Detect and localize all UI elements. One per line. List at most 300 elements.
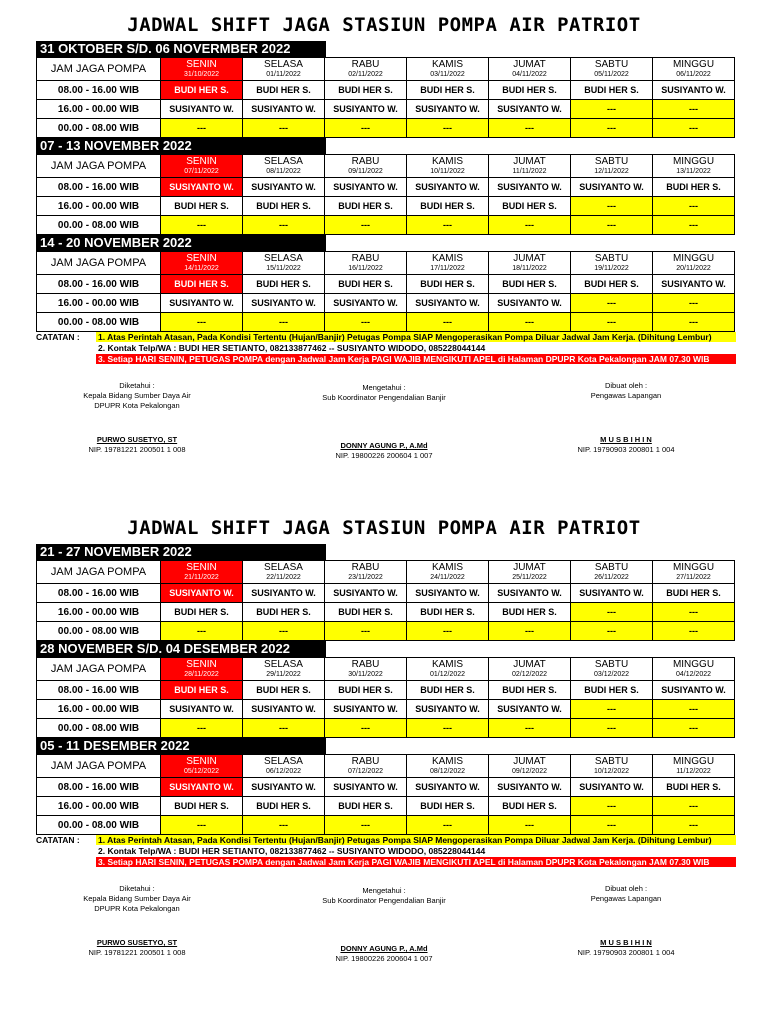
day-header [571, 561, 653, 584]
signature-space [284, 916, 484, 944]
shift-time: 08.00 - 16.00 WIB [37, 584, 161, 603]
day-date: 10/11/2022 [430, 168, 465, 175]
shift-cell: --- [653, 719, 735, 738]
shift-cell: --- [161, 816, 243, 835]
shift-cell: SUSIYANTO W. [571, 178, 653, 197]
day-header [489, 561, 571, 584]
shift-cell: SUSIYANTO W. [243, 584, 325, 603]
signature-position-2 [284, 403, 484, 413]
day-header [243, 58, 325, 81]
signature-position: Pengawas Lapangan [590, 894, 662, 903]
day-name: SENIN [186, 253, 217, 264]
shift-cell: BUDI HER S. [325, 681, 407, 700]
shift-time: 00.00 - 08.00 WIB [37, 719, 161, 738]
shift-cell: --- [653, 622, 735, 641]
signatory-name: PURWO SUSETYO, ST [96, 938, 178, 947]
signatory-nip: NIP. 19800226 200604 1 007 [335, 954, 433, 963]
day-name: SENIN [186, 756, 217, 767]
shift-cell: SUSIYANTO W. [325, 584, 407, 603]
week-label: 14 - 20 NOVEMBER 2022 [36, 235, 326, 251]
shift-cell: SUSIYANTO W. [489, 584, 571, 603]
notes-section [36, 332, 736, 366]
day-header [653, 561, 735, 584]
day-name: MINGGU [672, 59, 715, 70]
day-name: SENIN [186, 562, 217, 573]
shift-cell: SUSIYANTO W. [653, 81, 735, 100]
day-header [571, 252, 653, 275]
shift-cell: BUDI HER S. [161, 81, 243, 100]
shift-cell: --- [571, 816, 653, 835]
shift-cell: BUDI HER S. [407, 275, 489, 294]
schedule-page [0, 517, 768, 1017]
shift-cell: BUDI HER S. [243, 797, 325, 816]
table-header-row [37, 155, 735, 178]
shift-cell: SUSIYANTO W. [161, 584, 243, 603]
day-header [489, 252, 571, 275]
day-header [653, 755, 735, 778]
day-name: MINGGU [672, 253, 715, 264]
day-header [325, 561, 407, 584]
day-name: JUMAT [513, 562, 546, 573]
shift-cell: --- [571, 216, 653, 235]
shift-cell: SUSIYANTO W. [161, 294, 243, 313]
signatory-name: DONNY AGUNG P., A.Md [340, 441, 428, 450]
day-name: SENIN [186, 59, 217, 70]
day-date: 09/11/2022 [348, 168, 383, 175]
notes-label: CATATAN : [36, 332, 80, 342]
day-header [243, 155, 325, 178]
day-date: 22/11/2022 [266, 574, 301, 581]
header-label: JAM JAGA POMPA [37, 561, 161, 584]
shift-cell: --- [489, 622, 571, 641]
day-header [489, 755, 571, 778]
signatory-name: PURWO SUSETYO, ST [96, 435, 178, 444]
day-header [325, 658, 407, 681]
table-header-row [37, 561, 735, 584]
day-date: 07/12/2022 [347, 768, 384, 775]
shift-cell: SUSIYANTO W. [489, 778, 571, 797]
day-date: 11/11/2022 [512, 168, 547, 175]
shift-cell: BUDI HER S. [325, 797, 407, 816]
shift-cell: BUDI HER S. [489, 197, 571, 216]
shift-time: 16.00 - 00.00 WIB [37, 100, 161, 119]
signature-block [37, 884, 237, 958]
shift-cell: BUDI HER S. [407, 81, 489, 100]
shift-cell: --- [489, 313, 571, 332]
shift-cell: BUDI HER S. [489, 275, 571, 294]
day-header [243, 252, 325, 275]
shift-cell: --- [325, 719, 407, 738]
day-date: 08/11/2022 [266, 168, 301, 175]
day-date: 08/12/2022 [429, 768, 466, 775]
signature-role: Diketahui : [119, 381, 155, 390]
day-name: JUMAT [513, 756, 546, 767]
week-label: 07 - 13 NOVEMBER 2022 [36, 138, 326, 154]
shift-cell: --- [489, 216, 571, 235]
day-date: 28/11/2022 [184, 671, 219, 678]
day-date: 16/11/2022 [348, 265, 383, 272]
notes-label: CATATAN : [36, 835, 80, 845]
shift-cell: --- [571, 797, 653, 816]
shift-time: 16.00 - 00.00 WIB [37, 797, 161, 816]
note-3: 3. Setiap HARI SENIN, PETUGAS POMPA dengan Jadwal Jam Kerja PAGI WAJIB MENGIKUTI APEL di Halaman DPUPR Kota Pekalongan JAM 07.30 WIB [96, 354, 736, 364]
week-block [36, 138, 734, 234]
shift-cell: --- [653, 294, 735, 313]
shift-cell: --- [407, 216, 489, 235]
shift-cell: --- [653, 216, 735, 235]
shift-cell: SUSIYANTO W. [243, 178, 325, 197]
day-date: 06/11/2022 [676, 71, 711, 78]
signatory-nip: NIP. 19790903 200801 1 004 [577, 445, 675, 454]
day-name: RABU [351, 659, 380, 670]
signature-block [284, 383, 484, 461]
week-block [36, 738, 734, 834]
signature-position-2: DPUPR Kota Pekalongan [94, 401, 180, 410]
shift-cell: BUDI HER S. [407, 797, 489, 816]
shift-cell: --- [407, 816, 489, 835]
week-block [36, 544, 734, 640]
shift-cell: SUSIYANTO W. [325, 778, 407, 797]
day-header [407, 561, 489, 584]
shift-cell: SUSIYANTO W. [407, 100, 489, 119]
day-date: 24/11/2022 [430, 574, 465, 581]
shift-cell: --- [407, 719, 489, 738]
day-date: 14/11/2022 [184, 265, 219, 272]
shift-cell: --- [161, 119, 243, 138]
page-title: JADWAL SHIFT JAGA STASIUN POMPA AIR PATRIOT [127, 517, 641, 539]
shift-cell: --- [325, 816, 407, 835]
table-header-row [37, 658, 735, 681]
day-date: 04/12/2022 [675, 671, 712, 678]
shift-cell: --- [653, 197, 735, 216]
day-name: SABTU [594, 756, 629, 767]
shift-time: 16.00 - 00.00 WIB [37, 603, 161, 622]
shift-cell: BUDI HER S. [489, 603, 571, 622]
day-date: 02/12/2022 [511, 671, 548, 678]
shift-cell: --- [325, 119, 407, 138]
shift-time: 16.00 - 00.00 WIB [37, 294, 161, 313]
signatory-name: M U S B I H I N [600, 435, 652, 444]
shift-cell: --- [325, 313, 407, 332]
schedule-table [36, 154, 735, 235]
shift-cell: SUSIYANTO W. [243, 700, 325, 719]
shift-cell: --- [161, 216, 243, 235]
day-date: 05/11/2022 [594, 71, 629, 78]
shift-cell: --- [243, 313, 325, 332]
table-row [37, 603, 735, 622]
shift-cell: SUSIYANTO W. [489, 700, 571, 719]
shift-cell: BUDI HER S. [325, 603, 407, 622]
table-header-row [37, 252, 735, 275]
shift-cell: --- [243, 622, 325, 641]
table-row [37, 197, 735, 216]
shift-cell: BUDI HER S. [407, 681, 489, 700]
shift-cell: BUDI HER S. [243, 681, 325, 700]
note-2: 2. Kontak Telp/WA : BUDI HER SETIANTO, 082133877462 -- SUSIYANTO WIDODO, 085228044144 [98, 343, 486, 353]
shift-cell: BUDI HER S. [161, 681, 243, 700]
table-row [37, 294, 735, 313]
shift-cell: BUDI HER S. [161, 275, 243, 294]
shift-cell: SUSIYANTO W. [489, 100, 571, 119]
shift-cell: --- [407, 622, 489, 641]
table-row [37, 797, 735, 816]
day-header [407, 658, 489, 681]
day-date: 13/11/2022 [676, 168, 711, 175]
day-name: SELASA [264, 756, 303, 767]
day-header [407, 755, 489, 778]
table-row [37, 81, 735, 100]
day-name: RABU [351, 59, 380, 70]
shift-time: 08.00 - 16.00 WIB [37, 178, 161, 197]
day-name: RABU [351, 156, 380, 167]
shift-cell: SUSIYANTO W. [161, 100, 243, 119]
shift-cell: --- [571, 119, 653, 138]
table-row [37, 178, 735, 197]
signature-position: Sub Koordinator Pengendalian Banjir [322, 896, 446, 905]
day-header [325, 58, 407, 81]
table-row [37, 119, 735, 138]
shift-cell: BUDI HER S. [325, 275, 407, 294]
note-1: 1. Atas Perintah Atasan, Pada Kondisi Tertentu (Hujan/Banjir) Petugas Pompa SIAP Mengoperasikan Pompa Diluar Jadwal Jam Kerja. (Dihitung Lembur) [96, 332, 736, 342]
day-date: 03/12/2022 [593, 671, 630, 678]
signature-position: Kepala Bidang Sumber Daya Air [83, 391, 191, 400]
day-header [161, 561, 243, 584]
shift-cell: BUDI HER S. [407, 603, 489, 622]
day-header [243, 561, 325, 584]
shift-cell: BUDI HER S. [161, 797, 243, 816]
signature-position: Pengawas Lapangan [590, 391, 662, 400]
shift-cell: --- [571, 197, 653, 216]
day-name: JUMAT [513, 59, 546, 70]
shift-time: 00.00 - 08.00 WIB [37, 119, 161, 138]
shift-cell: SUSIYANTO W. [571, 778, 653, 797]
day-date: 23/11/2022 [348, 574, 383, 581]
day-header [653, 658, 735, 681]
week-block [36, 235, 734, 331]
shift-cell: SUSIYANTO W. [407, 778, 489, 797]
day-name: RABU [351, 253, 380, 264]
signature-role: Dibuat oleh : [604, 381, 648, 390]
signatory-name: DONNY AGUNG P., A.Md [340, 944, 428, 953]
schedule-page [0, 14, 768, 514]
week-block [36, 41, 734, 137]
day-date: 21/11/2022 [184, 574, 219, 581]
day-date: 10/12/2022 [593, 768, 630, 775]
day-date: 15/11/2022 [266, 265, 301, 272]
shift-cell: --- [653, 797, 735, 816]
shift-time: 08.00 - 16.00 WIB [37, 275, 161, 294]
day-date: 02/11/2022 [348, 71, 383, 78]
day-header [407, 58, 489, 81]
day-name: JUMAT [513, 659, 546, 670]
signature-block [37, 381, 237, 455]
day-date: 17/11/2022 [430, 265, 465, 272]
shift-cell: BUDI HER S. [161, 603, 243, 622]
shift-cell: SUSIYANTO W. [325, 700, 407, 719]
shift-cell: BUDI HER S. [489, 681, 571, 700]
day-date: 05/12/2022 [183, 768, 220, 775]
shift-cell: BUDI HER S. [243, 275, 325, 294]
shift-cell: --- [243, 216, 325, 235]
shift-cell: --- [489, 816, 571, 835]
signature-role: Mengetahui : [362, 383, 406, 392]
table-row [37, 816, 735, 835]
day-name: JUMAT [513, 156, 546, 167]
shift-time: 00.00 - 08.00 WIB [37, 816, 161, 835]
day-date: 20/11/2022 [676, 265, 711, 272]
day-header [571, 155, 653, 178]
signature-position-2: DPUPR Kota Pekalongan [94, 904, 180, 913]
day-header [161, 658, 243, 681]
header-label: JAM JAGA POMPA [37, 755, 161, 778]
shift-cell: SUSIYANTO W. [325, 294, 407, 313]
shift-cell: BUDI HER S. [243, 81, 325, 100]
shift-cell: BUDI HER S. [571, 81, 653, 100]
schedule-table [36, 754, 735, 835]
shift-cell: BUDI HER S. [243, 197, 325, 216]
day-date: 11/12/2022 [676, 768, 711, 775]
shift-cell: --- [653, 100, 735, 119]
shift-cell: BUDI HER S. [653, 178, 735, 197]
signature-position: Kepala Bidang Sumber Daya Air [83, 894, 191, 903]
day-date: 19/11/2022 [594, 265, 629, 272]
signature-space [37, 914, 237, 938]
signature-space [284, 413, 484, 441]
shift-cell: --- [489, 719, 571, 738]
day-header [161, 155, 243, 178]
shift-time: 00.00 - 08.00 WIB [37, 216, 161, 235]
shift-time: 00.00 - 08.00 WIB [37, 622, 161, 641]
shift-cell: BUDI HER S. [653, 778, 735, 797]
shift-cell: SUSIYANTO W. [653, 681, 735, 700]
day-header [325, 252, 407, 275]
shift-cell: --- [407, 119, 489, 138]
day-date: 30/11/2022 [348, 671, 383, 678]
shift-cell: --- [489, 119, 571, 138]
shift-cell: SUSIYANTO W. [325, 178, 407, 197]
day-date: 27/11/2022 [676, 574, 711, 581]
day-header [571, 58, 653, 81]
schedule-table [36, 251, 735, 332]
day-name: SENIN [186, 659, 217, 670]
note-2: 2. Kontak Telp/WA : BUDI HER SETIANTO, 082133877462 -- SUSIYANTO WIDODO, 085228044144 [98, 846, 486, 856]
signature-position-2 [526, 904, 726, 914]
shift-cell: BUDI HER S. [571, 681, 653, 700]
table-header-row [37, 58, 735, 81]
shift-cell: --- [653, 700, 735, 719]
day-name: KAMIS [431, 156, 464, 167]
shift-cell: --- [653, 603, 735, 622]
day-name: SELASA [264, 253, 303, 264]
note-1: 1. Atas Perintah Atasan, Pada Kondisi Tertentu (Hujan/Banjir) Petugas Pompa SIAP Mengoperasikan Pompa Diluar Jadwal Jam Kerja. (Dihitung Lembur) [96, 835, 736, 845]
day-date: 31/10/2022 [183, 71, 220, 78]
shift-cell: SUSIYANTO W. [653, 275, 735, 294]
day-name: MINGGU [672, 156, 715, 167]
signatory-nip: NIP. 19781221 200501 1 008 [88, 948, 186, 957]
table-row [37, 216, 735, 235]
shift-time: 08.00 - 16.00 WIB [37, 681, 161, 700]
shift-cell: SUSIYANTO W. [243, 778, 325, 797]
day-date: 07/11/2022 [184, 168, 219, 175]
week-label: 21 - 27 NOVEMBER 2022 [36, 544, 326, 560]
shift-cell: SUSIYANTO W. [161, 778, 243, 797]
header-label: JAM JAGA POMPA [37, 658, 161, 681]
header-label: JAM JAGA POMPA [37, 155, 161, 178]
day-name: SELASA [264, 659, 303, 670]
shift-time: 16.00 - 00.00 WIB [37, 700, 161, 719]
week-label: 31 OKTOBER S/D. 06 NOVERMBER 2022 [36, 41, 326, 57]
day-name: SELASA [264, 59, 303, 70]
week-label: 28 NOVEMBER S/D. 04 DESEMBER 2022 [36, 641, 326, 657]
day-header [571, 755, 653, 778]
shift-cell: --- [161, 622, 243, 641]
day-name: SELASA [264, 562, 303, 573]
shift-cell: --- [571, 603, 653, 622]
day-date: 01/11/2022 [266, 71, 301, 78]
shift-cell: SUSIYANTO W. [407, 584, 489, 603]
day-name: KAMIS [431, 659, 464, 670]
shift-cell: BUDI HER S. [489, 81, 571, 100]
signatory-nip: NIP. 19800226 200604 1 007 [335, 451, 433, 460]
table-row [37, 313, 735, 332]
shift-time: 08.00 - 16.00 WIB [37, 778, 161, 797]
day-header [325, 155, 407, 178]
day-name: SELASA [264, 156, 303, 167]
shift-cell: --- [653, 816, 735, 835]
day-header [243, 755, 325, 778]
signatory-name: M U S B I H I N [600, 938, 652, 947]
week-label: 05 - 11 DESEMBER 2022 [36, 738, 326, 754]
schedule-table [36, 560, 735, 641]
day-name: RABU [351, 756, 380, 767]
signature-block [284, 886, 484, 964]
day-name: MINGGU [672, 659, 715, 670]
day-name: JUMAT [513, 253, 546, 264]
shift-cell: --- [161, 719, 243, 738]
table-row [37, 100, 735, 119]
shift-cell: BUDI HER S. [489, 797, 571, 816]
day-date: 03/11/2022 [430, 71, 465, 78]
shift-cell: BUDI HER S. [407, 197, 489, 216]
header-label: JAM JAGA POMPA [37, 58, 161, 81]
day-header [407, 252, 489, 275]
day-name: SABTU [594, 659, 629, 670]
shift-cell: --- [653, 313, 735, 332]
shift-cell: --- [325, 622, 407, 641]
table-row [37, 681, 735, 700]
day-header [653, 252, 735, 275]
shift-cell: --- [571, 313, 653, 332]
table-row [37, 622, 735, 641]
signature-position-2 [284, 906, 484, 916]
day-header [243, 658, 325, 681]
shift-cell: SUSIYANTO W. [161, 700, 243, 719]
shift-cell: BUDI HER S. [325, 197, 407, 216]
shift-cell: --- [571, 622, 653, 641]
day-name: SABTU [594, 156, 629, 167]
day-header [161, 58, 243, 81]
shift-cell: SUSIYANTO W. [243, 294, 325, 313]
shift-time: 16.00 - 00.00 WIB [37, 197, 161, 216]
shift-cell: SUSIYANTO W. [489, 294, 571, 313]
shift-cell: SUSIYANTO W. [407, 700, 489, 719]
page-title: JADWAL SHIFT JAGA STASIUN POMPA AIR PATRIOT [127, 14, 641, 36]
day-date: 06/12/2022 [265, 768, 302, 775]
table-row [37, 778, 735, 797]
day-header [571, 658, 653, 681]
shift-cell: --- [161, 313, 243, 332]
day-name: MINGGU [672, 756, 715, 767]
